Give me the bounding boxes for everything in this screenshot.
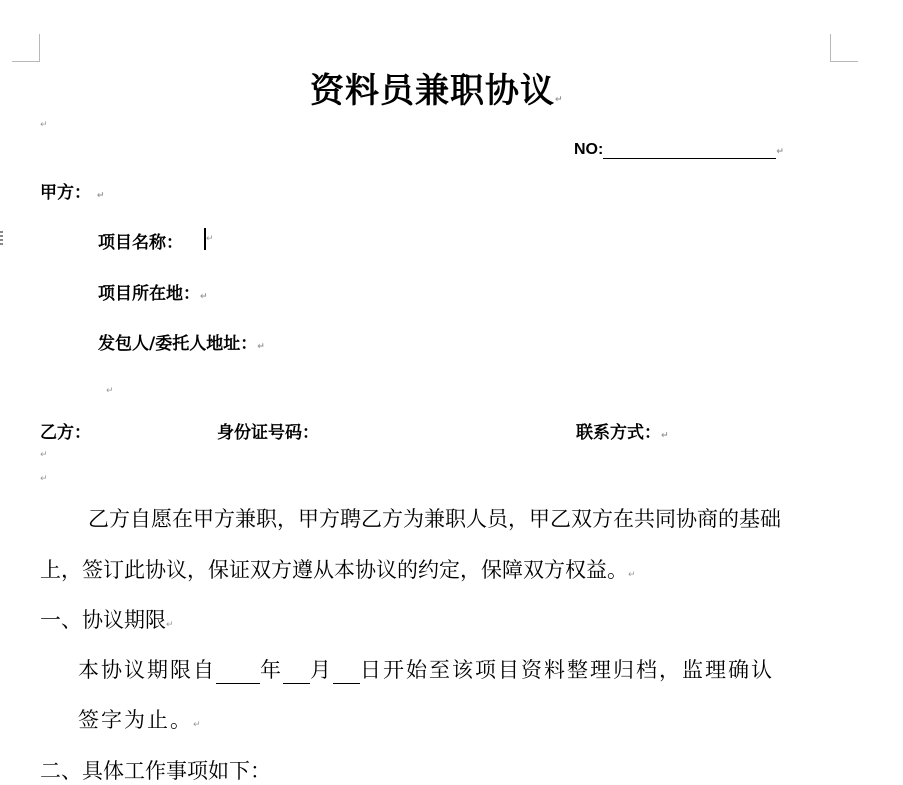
day-blank[interactable] [333, 665, 360, 684]
section-heading-tasks: 二、具体工作事项如下： [40, 759, 271, 783]
paragraph-mark: ↵ [96, 191, 105, 201]
id-number-field[interactable]: 身份证号码： [217, 423, 319, 443]
document-title: 资料员兼职协议↵ [310, 71, 564, 111]
year-blank[interactable] [216, 665, 260, 684]
gutter-marker [0, 231, 3, 245]
section-heading-term: 一、协议期限↵ [40, 608, 174, 632]
paragraph-mark: ↵ [555, 95, 564, 105]
intro-paragraph-line-2: 上，签订此协议，保证双方遵从本协议的约定，保障双方权益。↵ [40, 558, 636, 582]
project-name-field[interactable]: 项目名称： [98, 233, 183, 253]
party-a-label: 甲方： ↵ [40, 183, 105, 203]
intro-paragraph-line-1: 乙方自愿在甲方兼职，甲方聘乙方为兼职人员，甲乙双方在共同协商的基础 [88, 507, 781, 531]
paragraph-mark: ↵ [257, 342, 265, 352]
paragraph-mark: ↵ [166, 620, 174, 630]
empty-paragraph: ↵ [40, 474, 48, 484]
paragraph-mark: ↵ [661, 431, 669, 441]
page-corner-top-left [12, 34, 40, 62]
contract-number: NO: ↵ [574, 141, 784, 158]
paragraph-mark: ↵ [193, 720, 203, 730]
contract-number-field[interactable] [603, 142, 776, 159]
empty-paragraph: ↵ [40, 450, 48, 460]
term-clause-line-1: 本协议期限自 年 月 日开始至该项目资料整理归档，监理确认 [78, 658, 774, 682]
term-clause-line-2: 签字为止。↵ [78, 708, 203, 732]
paragraph-mark: ↵ [776, 147, 784, 157]
project-location-field[interactable]: 项目所在地：↵ [98, 284, 208, 304]
client-address-field[interactable]: 发包人/委托人地址：↵ [98, 334, 265, 354]
paragraph-mark: ↵ [206, 234, 214, 244]
paragraph-mark: ↵ [200, 292, 208, 302]
empty-paragraph: ↵ [106, 386, 114, 396]
contact-field[interactable]: 联系方式：↵ [576, 423, 669, 443]
party-b-label: 乙方： [40, 423, 91, 443]
month-blank[interactable] [283, 665, 310, 684]
empty-paragraph: ↵ [40, 120, 48, 130]
paragraph-mark: ↵ [628, 570, 636, 580]
page-corner-top-right [830, 34, 858, 62]
